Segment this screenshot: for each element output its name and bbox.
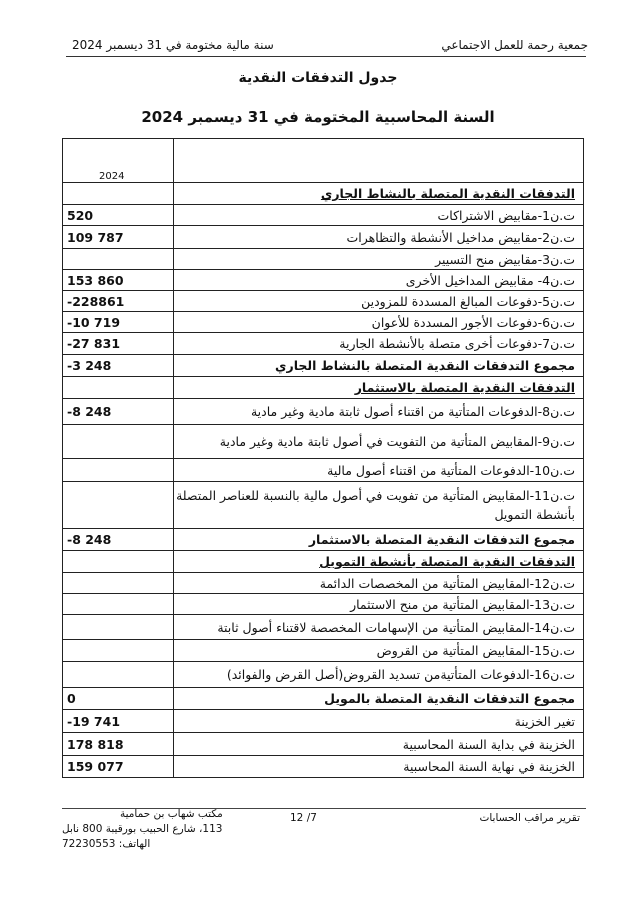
amount-cell [63,183,174,205]
label-cell: الخزينة في بداية السنة المحاسبية [174,733,584,756]
amount-cell: -10 719 [63,312,174,333]
fiscal-year-note: سنة مالية مختومة في 31 ديسمبر 2024 [72,38,274,52]
cash-flow-table [62,138,584,778]
label-cell: ت.ن15-المقابيض المتأتية من القروض [174,640,584,662]
table-row [63,710,584,733]
label-cell: ت.ن9-المقابيض المتأتية من التفويت في أصول ثابتة مادية وغير مادية [174,425,584,459]
total-row [63,688,584,710]
label-cell: التدفقات النقدية المتصلة بالنشاط الجاري [174,183,584,205]
label-cell: ت.ن5-دفوعات المبالغ المسددة للمزودين [174,291,584,312]
amount-cell [63,482,174,529]
amount-cell: 109 787 [63,226,174,249]
table-row [63,482,584,529]
label-cell: ت.ن16-الدفوعات المتأتيةمن تسديد القروض(أصل القرض والفوائد) [174,662,584,688]
amount-cell: -19 741 [63,710,174,733]
amount-cell [63,249,174,270]
amount-cell [63,459,174,482]
amount-cell: 0 [63,688,174,710]
section-row [63,551,584,573]
amount-cell [63,662,174,688]
table-row [63,425,584,459]
amount-cell: 178 818 [63,733,174,756]
label-cell: الخزينة في نهاية السنة المحاسبية [174,756,584,778]
table-row [63,333,584,355]
year-column-header: 2024 [63,139,174,183]
amount-cell [63,425,174,459]
label-column-header [174,139,584,183]
table-row [63,573,584,594]
section-row [63,377,584,399]
table-row [63,205,584,226]
header-divider [66,56,586,57]
label-cell: ت.ن2-مقابيض مداخيل الأنشطة والتظاهرات [174,226,584,249]
label-cell: تغير الخزينة [174,710,584,733]
footer-address: 113، شارع الحبيب بورقيبة 800 نابل [62,823,223,835]
label-cell: ت.ن1-مقابيض الاشتراكات [174,205,584,226]
label-cell: ت.ن7-دفوعات أخرى متصلة بالأنشطة الجارية [174,333,584,355]
document-subtitle: السنة المحاسبية المختومة في 31 ديسمبر 2024 [141,108,495,126]
table-row [63,399,584,425]
label-cell: ت.ن13-المقابيض المتأتية من منح الاستثمار [174,594,584,615]
amount-cell: -8 248 [63,399,174,425]
label-cell: ت.ن6-دفوعات الأجور المسددة للأعوان [174,312,584,333]
table-row [63,733,584,756]
label-cell: ت.ن11-المقابيض المتأتية من تفويت في أصول مالية بالنسبة للعناصر المتصلة بأنشطة التمويل [174,482,584,529]
amount-cell [63,640,174,662]
label-cell: مجموع التدفقات النقدية المتصلة بالاستثمار [174,529,584,551]
table-row [63,291,584,312]
table-row [63,594,584,615]
amount-cell: -8 248 [63,529,174,551]
footer-phone: الهاتف: 72230553 [62,838,151,850]
amount-cell: -27 831 [63,333,174,355]
amount-cell: 153 860 [63,270,174,291]
section-row [63,183,584,205]
organization-name: جمعية رحمة للعمل الاجتماعي [441,38,588,52]
label-cell: التدفقات النقدية المتصلة بأنشطة التمويل [174,551,584,573]
label-cell: مجموع التدفقات النقدية المتصلة بالنشاط الجاري [174,355,584,377]
amount-cell [63,573,174,594]
table-row [63,249,584,270]
table-row [63,226,584,249]
page-number: 12 /7 [290,812,317,824]
table-row [63,459,584,482]
label-cell: ت.ن4- مقابيض المداخيل الأخرى [174,270,584,291]
table-header-row [63,139,584,183]
label-cell: ت.ن8-الدفوعات المتأتية من اقتناء أصول ثابتة مادية وغير مادية [174,399,584,425]
total-row [63,529,584,551]
document-title: جدول التدفقات النقدية [238,70,398,86]
footer-office: مكتب شهاب بن حمامية [120,808,223,820]
label-cell: ت.ن12-المقابيض المتأتية من المخصصات الدائمة [174,573,584,594]
total-row [63,355,584,377]
table-row [63,662,584,688]
amount-cell [63,594,174,615]
label-cell: ت.ن3-مقابيض منح التسيير [174,249,584,270]
label-cell: التدفقات النقدية المتصلة بالاستثمار [174,377,584,399]
amount-cell: -3 248 [63,355,174,377]
label-cell: ت.ن14-المقابيض المتأتية من الإسهامات المخصصة لاقتناء أصول ثابتة [174,615,584,640]
amount-cell: 520 [63,205,174,226]
amount-cell: 159 077 [63,756,174,778]
table-row [63,640,584,662]
label-cell: مجموع التدفقات النقدية المتصلة بالمويل [174,688,584,710]
footer-report-title: تقرير مراقب الحسابات [479,812,580,824]
amount-cell [63,377,174,399]
table-row [63,756,584,778]
label-cell: ت.ن10-الدفوعات المتأتية من اقتناء أصول مالية [174,459,584,482]
amount-cell: -228861 [63,291,174,312]
table-row [63,312,584,333]
table-row [63,615,584,640]
amount-cell [63,551,174,573]
amount-cell [63,615,174,640]
table-row [63,270,584,291]
